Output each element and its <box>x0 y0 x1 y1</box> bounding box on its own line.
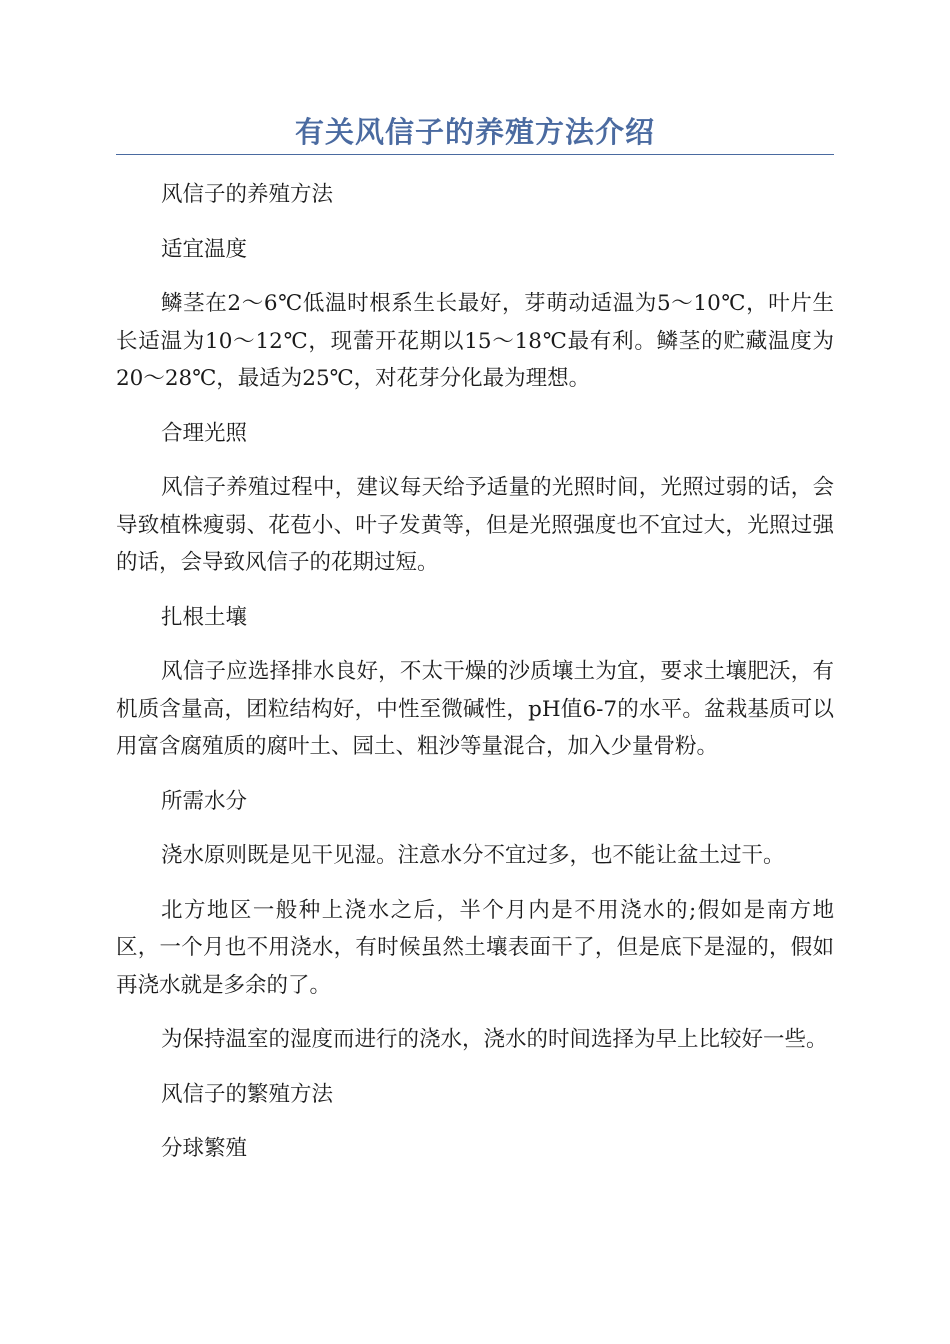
paragraph: 风信子应选择排水良好，不太干燥的沙质壤土为宜，要求土壤肥沃，有机质含量高，团粒结构好，中性至微碱性，pH值6-7的水平。盆栽基质可以用富含腐殖质的腐叶土、园土、粗沙等量混合，加入少量骨粉。 <box>116 659 834 759</box>
subsection-heading: 所需水分 <box>161 788 248 814</box>
paragraph: 为保持温室的湿度而进行的浇水，浇水的时间选择为早上比较好一些。 <box>161 1027 828 1052</box>
document-title: 有关风信子的养殖方法介绍 <box>294 115 655 149</box>
subsection-heading: 分球繁殖 <box>161 1136 248 1161</box>
paragraph: 鳞茎在2～6℃低温时根系生长最好，芽萌动适温为5～10℃，叶片生长适温为10～12℃，现蕾开花期以15～18℃最有利。鳞茎的贮藏温度为20～28℃，最适为25℃，对花芽分化最为理想。 <box>116 291 834 391</box>
document-body <box>116 176 834 1168</box>
document-page <box>116 112 834 1185</box>
section-heading: 风信子的养殖方法 <box>161 182 334 207</box>
paragraph: 浇水原则既是见干见湿。注意水分不宜过多，也不能让盆土过干。 <box>161 843 785 868</box>
title-underline <box>116 154 834 155</box>
paragraph: 北方地区一般种上浇水之后，半个月内是不用浇水的;假如是南方地区，一个月也不用浇水，有时候虽然土壤表面干了，但是底下是湿的，假如再浇水就是多余的了。 <box>116 897 834 998</box>
paragraph: 风信子养殖过程中，建议每天给予适量的光照时间，光照过弱的话，会导致植株瘦弱、花苞小、叶子发黄等，但是光照强度也不宜过大，光照过强的话，会导致风信子的花期过短。 <box>116 475 834 575</box>
section-heading: 风信子的繁殖方法 <box>161 1081 334 1107</box>
subsection-heading: 适宜温度 <box>161 236 248 262</box>
subsection-heading: 合理光照 <box>161 420 248 446</box>
subsection-heading: 扎根土壤 <box>161 604 248 630</box>
